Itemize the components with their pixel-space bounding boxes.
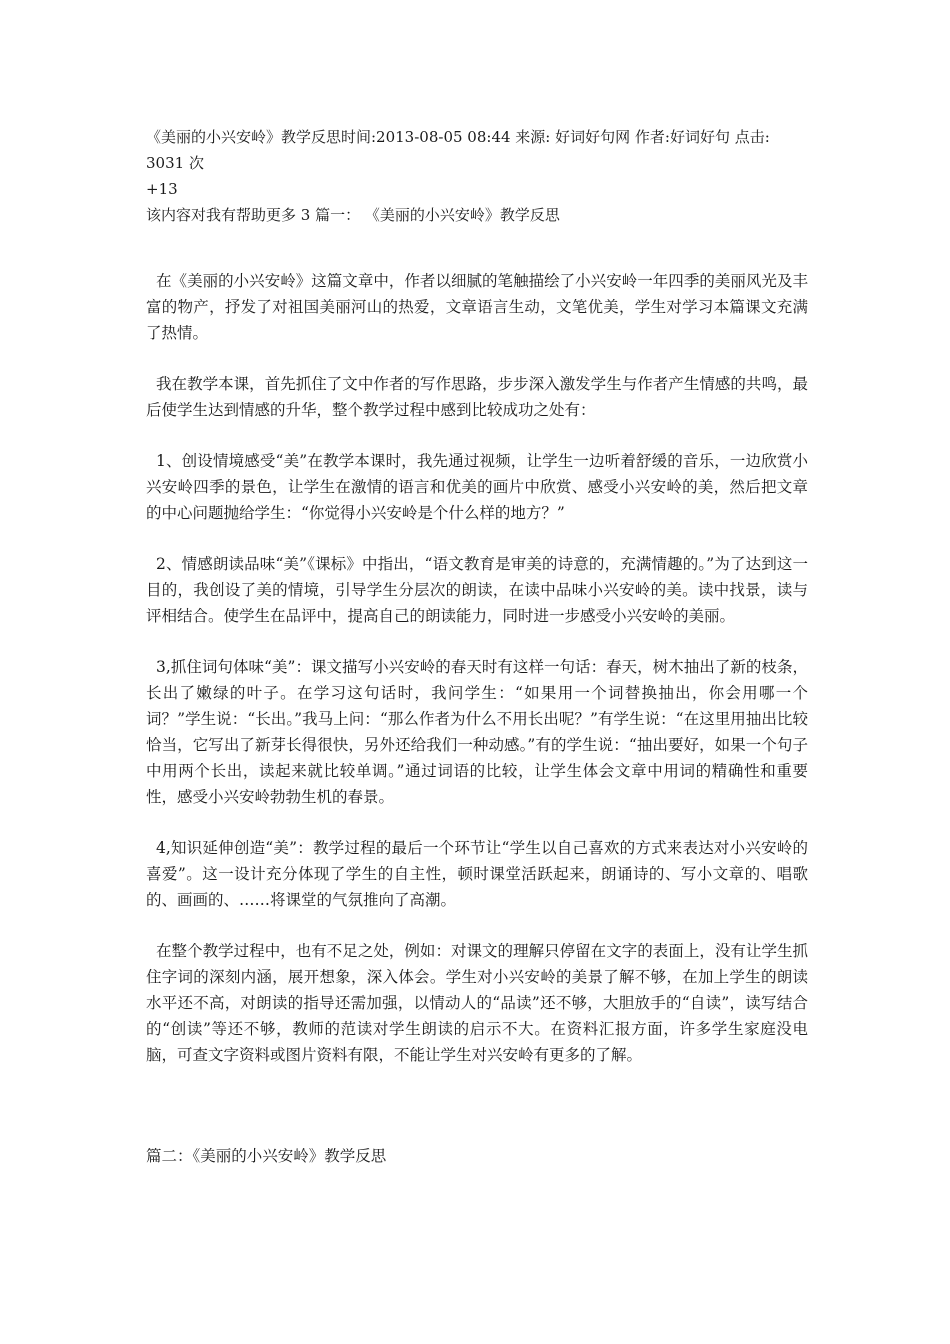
paragraph [146,371,808,423]
paragraph [146,268,808,346]
paragraph [146,551,808,629]
paragraph [146,448,808,526]
section-title: 篇二：《美丽的小兴安岭》教学反思 [146,1147,387,1165]
paragraph-text: 1、创设情境感受“美”在教学本课时，我先通过视频，让学生一边听着舒缓的音乐，一边欣赏小兴安岭四季的景色，让学生在激情的语言和优美的画片中欣赏、感受小兴安岭的美，然后把文章的中心问题抛给学生：“你觉得小兴安岭是个什么样的地方？” [146,452,808,522]
paragraph-text: 在《美丽的小兴安岭》这篇文章中，作者以细腻的笔触描绘了小兴安岭一年四季的美丽风光及丰富的物产，抒发了对祖国美丽河山的热爱，文章语言生动，文笔优美，学生对学习本篇课文充满了热情。 [146,272,808,342]
paragraph-text: 2、情感朗读品味“美”《课标》中指出，“语文教育是审美的诗意的，充满情趣的。”为了达到这一目的，我创设了美的情境，引导学生分层次的朗读，在读中品味小兴安岭的美。读中找景，读与评相结合。使学生在品评中，提高自己的朗读能力，同时进一步感受小兴安岭的美丽。 [146,555,808,625]
paragraph-text: 我在教学本课，首先抓住了文中作者的写作思路，步步深入激发学生与作者产生情感的共鸣，最后使学生达到情感的升华，整个教学过程中感到比较成功之处有： [146,375,808,419]
paragraph [146,938,808,1068]
paragraph [146,835,808,913]
paragraph [146,654,808,810]
paragraph-text: 4,知识延伸创造“美”：教学过程的最后一个环节让“学生以自己喜欢的方式来表达对小兴安岭的喜爱”。这一设计充分体现了学生的自主性，顿时课堂活跃起来，朗诵诗的、写小文章的、唱歌的、画画的、……将课堂的气氛推向了高潮。 [146,839,808,909]
vote-count[interactable]: +13 [146,180,178,198]
document-page [146,124,808,1169]
paragraph-text: 3,抓住词句体味“美”：课文描写小兴安岭的春天时有这样一句话：春天，树木抽出了新的枝条，长出了嫩绿的叶子。在学习这句话时，我问学生：“如果用一个词替换抽出，你会用哪一个词？”学生说：“长出。”我马上问：“那么作者为什么不用长出呢？”有学生说：“在这里用抽出比较恰当，它写出了新芽长得很快，另外还给我们一种动感。”有的学生说：“抽出要好，如果一个句子中用两个长出，读起来就比较单调。”通过词语的比较，让学生体会文章中用词的精确性和重要性，感受小兴安岭勃勃生机的春景。 [146,658,808,806]
spacer [146,1093,808,1143]
click-count: 3031 次 [146,154,204,172]
article-meta-line: 《美丽的小兴安岭》教学反思时间:2013-08-05 08:44 来源: 好词好句网 作者:好词好句 点击: [146,128,770,146]
spacer [146,228,808,268]
helpful-line: 该内容对我有帮助更多 3 篇一： 《美丽的小兴安岭》教学反思 [146,206,560,224]
paragraph-text: 在整个教学过程中，也有不足之处，例如：对课文的理解只停留在文字的表面上，没有让学生抓住字词的深刻内涵，展开想象，深入体会。学生对小兴安岭的美景了解不够，在加上学生的朗读水平还不高，对朗读的指导还需加强，以情动人的“品读”还不够，大胆放手的“自读”，读写结合的“创读”等还不够，教师的范读对学生朗读的启示不大。在资料汇报方面，许多学生家庭没电脑，可查文字资料或图片资料有限，不能让学生对兴安岭有更多的了解。 [146,942,808,1064]
